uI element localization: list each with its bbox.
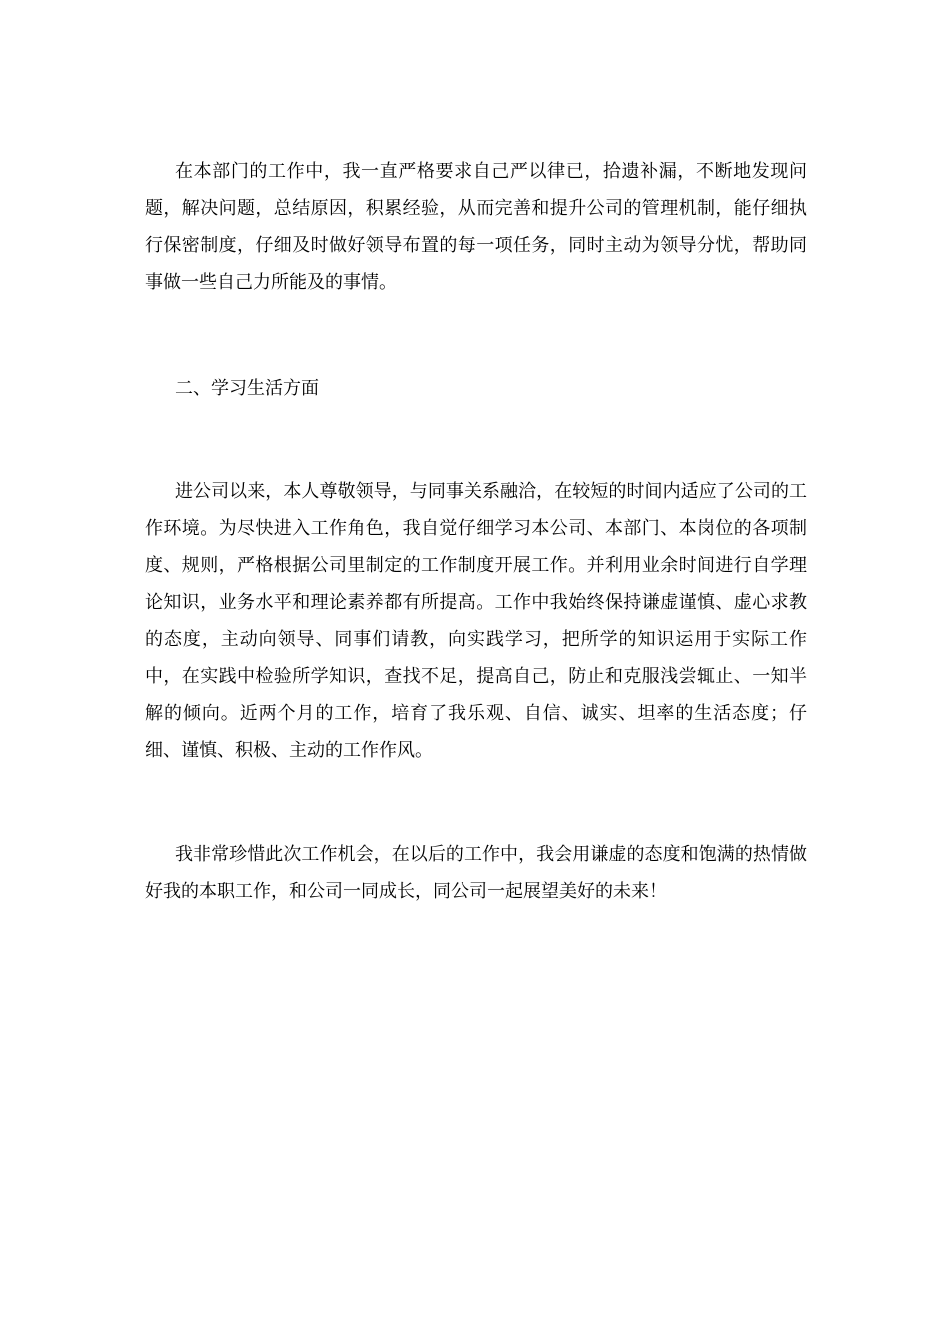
paragraph-closing: 我非常珍惜此次工作机会，在以后的工作中，我会用谦虚的态度和饱满的热情做好我的本职工作，和公司一同成长，同公司一起展望美好的未来！ xyxy=(145,844,807,902)
section-heading-study-life: 二、学习生活方面 xyxy=(175,378,319,399)
paragraph-study-life: 进公司以来，本人尊敬领导，与同事关系融洽，在较短的时间内适应了公司的工作环境。为尽快进入工作角色，我自觉仔细学习本公司、本部门、本岗位的各项制度、规则，严格根据公司里制定的工作制度开展工作。并利用业余时间进行自学理论知识，业务水平和理论素养都有所提高。工作中我始终保持谦虚谨慎、虚心求教的态度，主动向领导、同事们请教，向实践学习，把所学的知识运用于实际工作中，在实践中检验所学知识，查找不足，提高自己，防止和克服浅尝辄止、一知半解的倾向。近两个月的工作，培育了我乐观、自信、诚实、坦率的生活态度；仔细、谨慎、积极、主动的工作作风。 xyxy=(145,481,807,761)
paragraph-work-conduct: 在本部门的工作中，我一直严格要求自己严以律已，拾遗补漏，不断地发现问题，解决问题，总结原因，积累经验，从而完善和提升公司的管理机制，能仔细执行保密制度，仔细及时做好领导布置的每一项任务，同时主动为领导分忧，帮助同事做一些自己力所能及的事情。 xyxy=(145,161,807,293)
